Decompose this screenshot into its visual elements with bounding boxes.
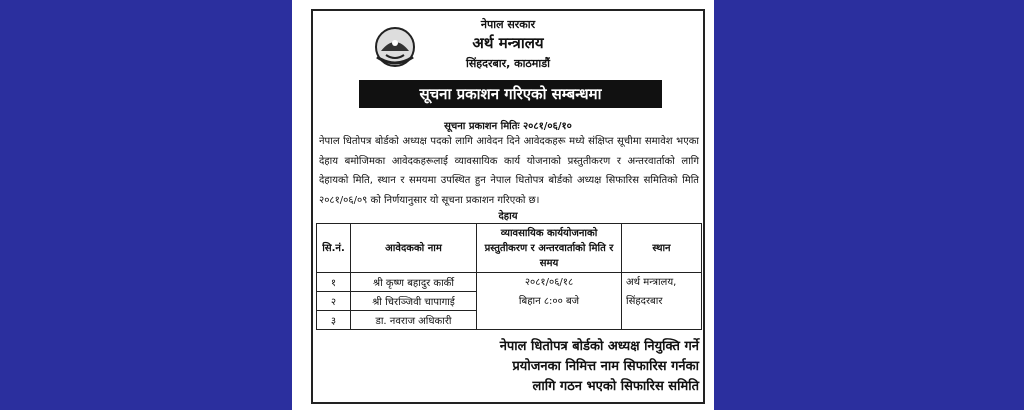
col-header-schedule: व्यावसायिक कार्ययोजनाको प्रस्तुतीकरण र अन्तरवार्ताको मिति र समय bbox=[477, 224, 622, 273]
table-header-row bbox=[317, 224, 702, 273]
col-header-place: स्थान bbox=[622, 224, 702, 273]
table-row bbox=[317, 273, 702, 292]
row-name: श्री चिरञ्जिवी चापागाई bbox=[351, 292, 477, 311]
place-line1: अर्थ मन्त्रालय, bbox=[626, 277, 677, 288]
notice-paper bbox=[292, 0, 714, 410]
row-name: श्री कृष्ण बहादुर कार्की bbox=[351, 273, 477, 292]
publish-date: सूचना प्रकाशन मितिः २०८१/०६/१० bbox=[444, 121, 572, 132]
schedule-date: २०८१/०६/१८ bbox=[524, 277, 574, 288]
table-title: देहाय bbox=[498, 211, 518, 222]
committee-signature bbox=[399, 337, 699, 397]
notice-frame bbox=[311, 9, 705, 404]
schedule-time: बिहान ८:०० बजे bbox=[518, 296, 580, 307]
notice-title-banner: सूचना प्रकाशन गरिएको सम्बन्धमा bbox=[359, 80, 662, 108]
ministry-address: सिंहदरबार, काठमाडौं bbox=[466, 57, 550, 70]
place-cell bbox=[622, 273, 702, 330]
notice-body: नेपाल धितोपत्र बोर्डको अध्यक्ष पदको लागि आवेदन दिने आवेदकहरू मध्ये संक्षिप्त सूचीमा समावेश भएका देहाय बमोजिमका आवेदकहरूलाई व्यावसायिक कार्य योजनाको प्रस्तुतीकरण र अन्तरवार्ताको लागि देहायको मिति, स्थान र समयमा उपस्थित हुन नेपाल धितोपत्र बोर्डको अध्यक्ष सिफारिस समितिको मिति २०८१/०६/०९ को निर्णयानुसार यो सूचना प्रकाशन गरिएको छ। bbox=[319, 136, 699, 206]
row-sn: ३ bbox=[317, 311, 351, 330]
col-header-sn: सि.नं. bbox=[317, 224, 351, 273]
place-line2: सिंहदरबार bbox=[626, 296, 663, 307]
row-sn: १ bbox=[317, 273, 351, 292]
ministry-name: अर्थ मन्त्रालय bbox=[472, 34, 544, 52]
government-name: नेपाल सरकार bbox=[480, 18, 536, 31]
col-header-name: आवेदकको नाम bbox=[351, 224, 477, 273]
row-name: डा. नवराज अधिकारी bbox=[351, 311, 477, 330]
footer-line2: प्रयोजनका निमित्त नाम सिफारिस गर्नका bbox=[512, 359, 699, 374]
footer-line3: लागि गठन भएको सिफारिस समिति bbox=[532, 379, 699, 394]
footer-line1: नेपाल धितोपत्र बोर्डको अध्यक्ष नियुक्ति गर्ने bbox=[499, 339, 699, 354]
schedule-table bbox=[316, 223, 702, 330]
row-sn: २ bbox=[317, 292, 351, 311]
schedule-cell bbox=[477, 273, 622, 330]
